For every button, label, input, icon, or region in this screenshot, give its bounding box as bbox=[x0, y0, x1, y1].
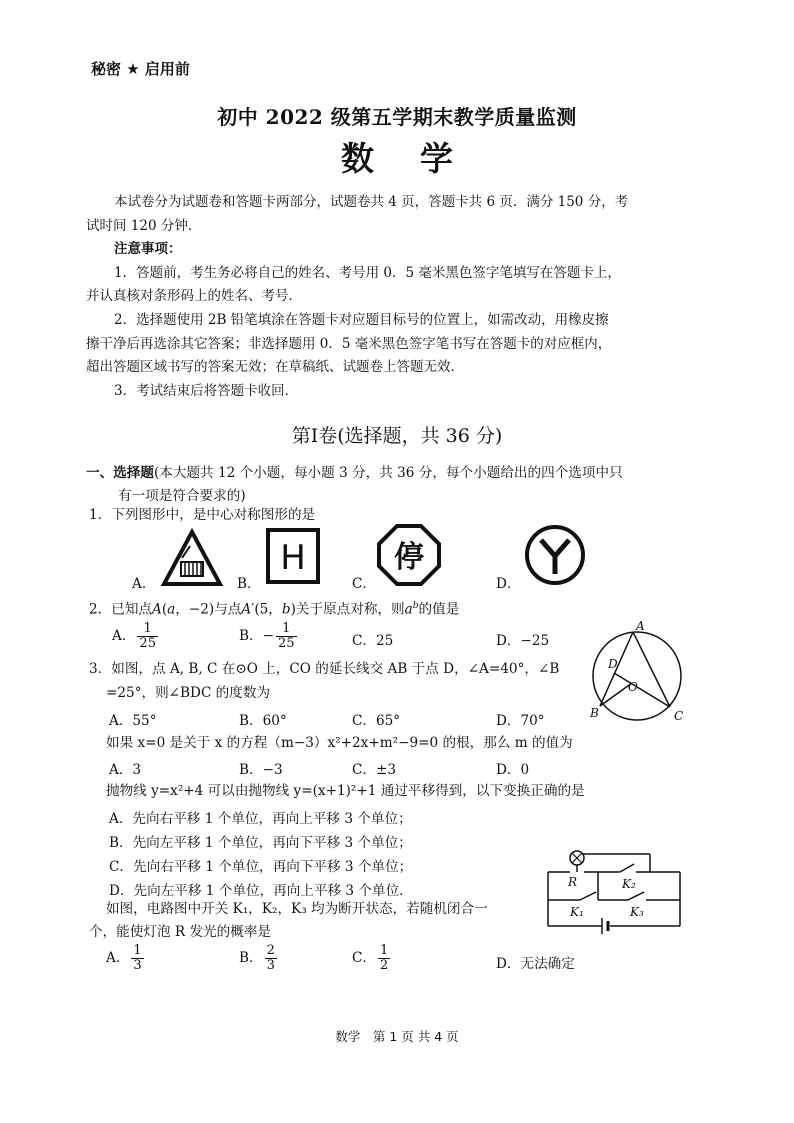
notes-heading: 注意事项： bbox=[114, 241, 182, 258]
q2-option-c: C．25 bbox=[352, 633, 394, 649]
junction-sign-icon bbox=[524, 524, 586, 586]
h-sign-icon bbox=[265, 527, 321, 585]
circuit-diagram bbox=[540, 846, 690, 938]
part-desc-2: 有一项是符合要求的) bbox=[118, 488, 246, 504]
q3-option-c: C．65° bbox=[352, 713, 401, 729]
stop-sign-char: 停 bbox=[394, 540, 424, 575]
section-title: 第Ⅰ卷(选择题，共 36 分) bbox=[291, 425, 503, 447]
q2-option-d: D．−25 bbox=[496, 633, 550, 649]
page-footer: 数学 第 1 页 共 4 页 bbox=[335, 1029, 459, 1044]
q3-fig-label-c: C bbox=[674, 709, 684, 723]
q2-mid: 关于原点对称，则 bbox=[295, 601, 405, 618]
q3-fig-label-a: A bbox=[636, 619, 645, 633]
q1-stem: 1．下列图形中，是中心对称图形的是 bbox=[89, 507, 316, 523]
circuit-label-r: R bbox=[568, 875, 578, 889]
q6-a-num: 1 bbox=[133, 943, 142, 958]
note-2b: 擦干净后再选涂其它答案；非选择题用 0．5 毫米黑色签字笔书写在答题卡的对应框内， bbox=[86, 335, 612, 352]
q1-option-c-label: C． bbox=[352, 576, 376, 592]
q3-line-1: 3．如图，点 A, B, C 在⊙O 上，CO 的延长线交 AB 于点 D，∠A=40°，∠B bbox=[89, 661, 560, 677]
q2-b-den: 25 bbox=[277, 636, 295, 651]
q6-line-2: 个，能使灯泡 R 发光的概率是 bbox=[89, 924, 272, 940]
q2-num: 2．已知点 bbox=[89, 601, 153, 618]
subject-title: 数学 bbox=[341, 139, 499, 178]
q6-c-num: 1 bbox=[380, 943, 389, 958]
note-3: 3．考试结束后将答题卡收回． bbox=[114, 382, 299, 399]
circuit-label-k1: K₁ bbox=[570, 905, 584, 919]
q4-option-a: A．3 bbox=[109, 762, 142, 778]
q5-stem: 抛物线 y=x²+4 可以由抛物线 y=(x+1)²+1 通过平移得到，以下变换正确的是 bbox=[106, 783, 585, 799]
q4-option-c: C．±3 bbox=[352, 762, 397, 778]
intro-line-1: 本试卷分为试题卷和答题卡两部分，试题卷共 4 页，答题卡共 6 页．满分 150 分，考 bbox=[114, 194, 629, 210]
triangle-sign-icon bbox=[160, 528, 224, 588]
q2-stem: 2．已知点A(a，−2)与点A′(5，b)关于原点对称，则$a^b$的值是 bbox=[89, 601, 460, 618]
q2-a-den: 25 bbox=[139, 636, 156, 651]
intro-line-2: 试时间 120 分钟． bbox=[86, 217, 202, 234]
note-2c: 超出答题区域书写的答案无效；在草稿纸、试题卷上答题无效． bbox=[86, 359, 464, 376]
q1-option-d-label: D． bbox=[496, 576, 521, 592]
stop-sign-icon bbox=[377, 524, 441, 586]
part-label: 一、选择题 bbox=[86, 465, 154, 481]
q6-b-fraction bbox=[265, 944, 277, 973]
q5-option-c: C．先向右平移 1 个单位，再向下平移 3 个单位； bbox=[109, 859, 413, 875]
q6-option-d: D．无法确定 bbox=[496, 956, 575, 972]
secret-label: 秘密 ★ 启用前 bbox=[91, 60, 190, 78]
circuit-label-k2: K₂ bbox=[622, 877, 636, 891]
q6-option-c bbox=[352, 944, 392, 973]
q5-option-b: B．先向左平移 1 个单位，再向下平移 3 个单位； bbox=[109, 835, 412, 851]
q6-a-den: 3 bbox=[133, 958, 142, 973]
q6-b-num: 2 bbox=[266, 943, 275, 958]
q3-fig-label-o: O bbox=[628, 680, 638, 694]
q1-option-b-label: B． bbox=[237, 576, 261, 592]
q3-line-2: =25°，则∠BDC 的度数为 bbox=[106, 685, 271, 701]
q2-b-label: B．− bbox=[239, 628, 274, 644]
q2-a-fraction bbox=[137, 622, 158, 651]
q6-option-b bbox=[239, 944, 279, 973]
q2-end: 的值是 bbox=[418, 601, 460, 618]
q2-a-label: A． bbox=[112, 628, 136, 644]
q5-option-d: D．先向左平移 1 个单位，再向上平移 3 个单位． bbox=[109, 883, 413, 899]
q6-a-fraction bbox=[131, 944, 143, 973]
q4-option-b: B．−3 bbox=[239, 762, 283, 778]
q3-option-b: B．60° bbox=[239, 713, 287, 729]
q6-b-den: 3 bbox=[266, 958, 275, 973]
q6-b-label: B． bbox=[239, 950, 263, 966]
q3-option-a: A．55° bbox=[109, 713, 157, 729]
q1-option-a-label: A． bbox=[132, 576, 156, 592]
q2-b-fraction bbox=[276, 622, 297, 651]
note-2a: 2．选择题使用 2B 铅笔填涂在答题卡对应题目标号的位置上，如需改动，用橡皮擦 bbox=[114, 311, 609, 328]
q2-option-a bbox=[112, 622, 160, 651]
q6-line-1: 如图，电路图中开关 K₁，K₂，K₃ 均为断开状态，若随机闭合一 bbox=[106, 901, 488, 917]
q2-b-num: 1 bbox=[276, 622, 297, 637]
q4-stem: 如果 x=0 是关于 x 的方程（m−3）x²+2x+m²−9=0 的根，那么 m 的值为 bbox=[106, 735, 573, 751]
q5-option-a: A．先向右平移 1 个单位，再向上平移 3 个单位； bbox=[109, 811, 412, 827]
q6-option-a bbox=[106, 944, 146, 973]
q3-fig-label-b: B bbox=[590, 706, 599, 720]
h-sign-letter: H bbox=[280, 538, 306, 578]
exam-title: 初中 2022 级第五学期末教学质量监测 bbox=[217, 105, 577, 129]
part-heading-line-1 bbox=[86, 461, 623, 485]
note-1b: 并认真核对条形码上的姓名、考号． bbox=[86, 288, 302, 305]
q6-c-label: C． bbox=[352, 950, 376, 966]
note-1a: 1．答题前，考生务必将自己的姓名、考号用 0．5 毫米黑色签字笔填写在答题卡上， bbox=[114, 264, 621, 281]
q2-option-b bbox=[239, 622, 299, 651]
q2-a-num: 1 bbox=[137, 622, 158, 637]
q3-circle-figure bbox=[590, 616, 690, 728]
q6-c-fraction bbox=[378, 944, 390, 973]
q3-fig-label-d: D bbox=[608, 657, 618, 671]
circuit-label-k3: K₃ bbox=[630, 905, 644, 919]
instructions-block bbox=[86, 191, 676, 403]
q6-c-den: 2 bbox=[380, 958, 389, 973]
part-desc-1: (本大题共 12 个小题，每小题 3 分，共 36 分，每个小题给出的四个选项中只 bbox=[153, 465, 623, 481]
q6-a-label: A． bbox=[106, 950, 130, 966]
q3-option-d: D．70° bbox=[496, 713, 545, 729]
q4-option-d: D．0 bbox=[496, 762, 530, 778]
